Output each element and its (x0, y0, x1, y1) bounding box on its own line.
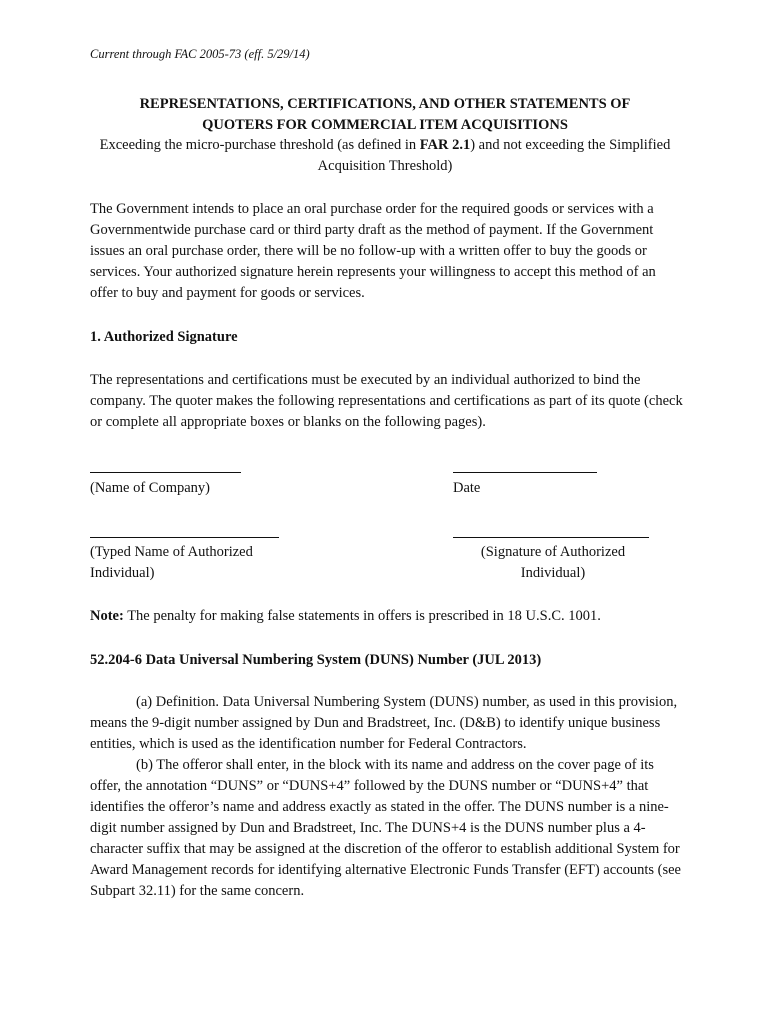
company-name-line[interactable] (90, 472, 241, 473)
signature-label: (Signature of Authorized Individual) (480, 544, 626, 581)
date-line[interactable] (453, 472, 597, 473)
document-subtitle (90, 135, 680, 177)
duns-para-b: (b) The offeror shall enter, in the block with its name and address on the cover page of its offer, the annotation “DUNS” or “DUNS+4” followed by the DUNS number or “DUNS+4” that identifies the offeror’s name and address exactly as stated in the offer. The DUNS number is a nine-digit number assigned by Dun and Bradstreet, Inc. The DUNS+4 is the DUNS number plus a 4-character suffix that may be assigned at the discretion of the offeror to establish additional System for Award Management records for identifying alternative Electronic Funds Transfer (EFT) accounts (see Subpart 32.11) for the same concern. (90, 757, 681, 899)
subtitle-post: ) and not exceeding the Simplified Acquisition Threshold) (317, 137, 671, 174)
duns-para-a: (a) Definition. Data Universal Numbering System (DUNS) number, as used in this provision, means the 9-digit number assigned by Dun and Bradstreet, Inc. (D&B) to identify unique business entities, which is used as the identification number for Federal Contractors. (90, 694, 678, 752)
far-reference: FAR 2.1 (419, 137, 471, 153)
typed-name-label: (Typed Name of Authorized Individual) (90, 544, 253, 581)
title-line-1: REPRESENTATIONS, CERTIFICATIONS, AND OTHER STATEMENTS OF (139, 96, 631, 112)
title-line-2: QUOTERS FOR COMMERCIAL ITEM ACQUISITIONS (202, 117, 568, 133)
note-text: The penalty for making false statements in offers is prescribed in 18 U.S.C. 1001. (123, 608, 601, 624)
note-paragraph (90, 606, 685, 627)
typed-name-line[interactable] (90, 537, 279, 538)
date-label: Date (453, 480, 481, 496)
company-name-label: (Name of Company) (90, 480, 210, 496)
document-title (90, 94, 680, 136)
signature-line[interactable] (453, 537, 649, 538)
duns-heading: 52.204-6 Data Universal Numbering System (DUNS) Number (JUL 2013) (90, 652, 542, 668)
intro-paragraph: The Government intends to place an oral purchase order for the required goods or services with a Governmentwide purchase card or third party draft as the method of payment. If the Government issues an oral purchase order, there will be no follow-up with a written offer to buy the goods or services. Your authorized signature herein represents your willingness to accept this method of an offer to buy and payment for goods or services. (90, 201, 656, 301)
subtitle-pre: Exceeding the micro-purchase threshold (as defined in (99, 137, 420, 153)
section-1-heading: 1. Authorized Signature (90, 329, 238, 345)
header-note: Current through FAC 2005-73 (eff. 5/29/14) (90, 47, 310, 61)
note-label: Note: (90, 608, 124, 624)
section-1-body: The representations and certifications must be executed by an individual authorized to bind the company. The quoter makes the following representations and certifications as part of its quote (check or complete all appropriate boxes or blanks on the following pages). (90, 372, 683, 430)
